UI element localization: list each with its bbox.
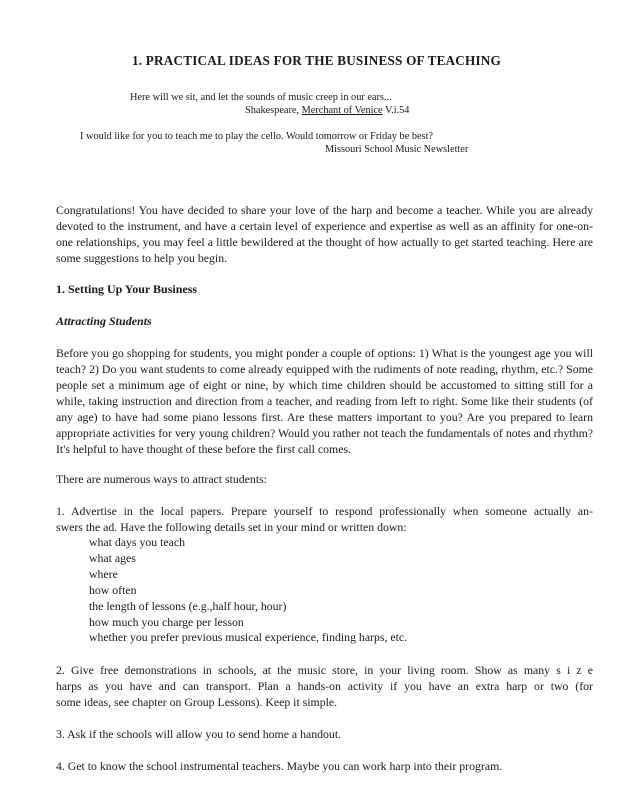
list-item: the length of lessons (e.g.,half hour, hour) bbox=[89, 598, 287, 613]
subsection-heading: Attracting Students bbox=[56, 314, 152, 328]
list-item-1-line-1: 1. Advertise in the local papers. Prepare yourself to respond professionally when someone actually an- bbox=[56, 504, 593, 518]
list-item-4: 4. Get to know the school instrumental teachers. Maybe you can work harp into their program. bbox=[56, 759, 503, 773]
advertisement-details-list bbox=[89, 535, 407, 646]
epigraph-1-quote: Here will we sit, and let the sounds of music creep in our ears... bbox=[130, 92, 392, 103]
epigraph-2-source: Missouri School Music Newsletter bbox=[325, 144, 469, 155]
list-item: whether you prefer previous musical experience, finding harps, etc. bbox=[89, 630, 408, 645]
list-item: what days you teach bbox=[89, 535, 185, 549]
page-title: 1. PRACTICAL IDEAS FOR THE BUSINESS OF TEACHING bbox=[132, 53, 501, 68]
epigraph-1-source bbox=[245, 104, 409, 117]
list-item: how much you charge per lesson bbox=[89, 614, 244, 629]
epigraph-1-source-suffix: V.i.54 bbox=[382, 105, 410, 116]
list-item-3: 3. Ask if the schools will allow you to send home a handout. bbox=[56, 727, 342, 741]
list-item: where bbox=[89, 566, 118, 581]
list-item: what ages bbox=[89, 550, 136, 565]
epigraph-1-source-prefix: Shakespeare, bbox=[245, 105, 302, 116]
list-item: how often bbox=[89, 582, 137, 597]
body-paragraph-2: There are numerous ways to attract students: bbox=[56, 472, 267, 486]
epigraph-1-source-work: Merchant of Venice bbox=[301, 105, 383, 116]
epigraph-2-quote: I would like for you to teach me to play the cello. Would tomorrow or Friday be best? bbox=[80, 131, 433, 142]
body-paragraph-1: Before you go shopping for students, you might ponder a couple of options: 1) What is the youngest age you will teach? 2) Do you want students to come already equipped with the rudiments of note reading, rhythm, etc.? Some people set a minimum age of eight or nine, by which time children should be accustomed to sitting still for a while, taking instruction and direction from a teacher, and reading from left to right. Some like their students (of any age) to have had some piano lessons first. Are these matters important to you? Are you prepared to learn appropriate activities for very young children? Would you rather not teach the fundamentals of notes and rhythm? It's helpful to have thought of these before the first call comes. bbox=[56, 346, 593, 456]
list-item-2-line-3: some ideas, see chapter on Group Lessons). Keep it simple. bbox=[56, 695, 338, 709]
list-item-1-line-2: swers the ad. Have the following details set in your mind or written down: bbox=[56, 520, 407, 534]
list-item-2-line-2: harps as you have and can transport. Plan a hands-on activity if you have an extra harp or two (for bbox=[56, 679, 593, 693]
section-heading: 1. Setting Up Your Business bbox=[56, 282, 198, 296]
intro-paragraph: Congratulations! You have decided to share your love of the harp and become a teacher. While you are already devoted to the instrument, and have a certain level of experience and expertise as well as an affinity for one-on-one relationships, you may feel a little bewildered at the thought of how actually to get started teaching. Here are some suggestions to help you begin. bbox=[56, 203, 593, 265]
list-item-2-line-1: 2. Give free demonstrations in schools, at the music store, in your living room. Show as many s i z e bbox=[56, 663, 593, 677]
